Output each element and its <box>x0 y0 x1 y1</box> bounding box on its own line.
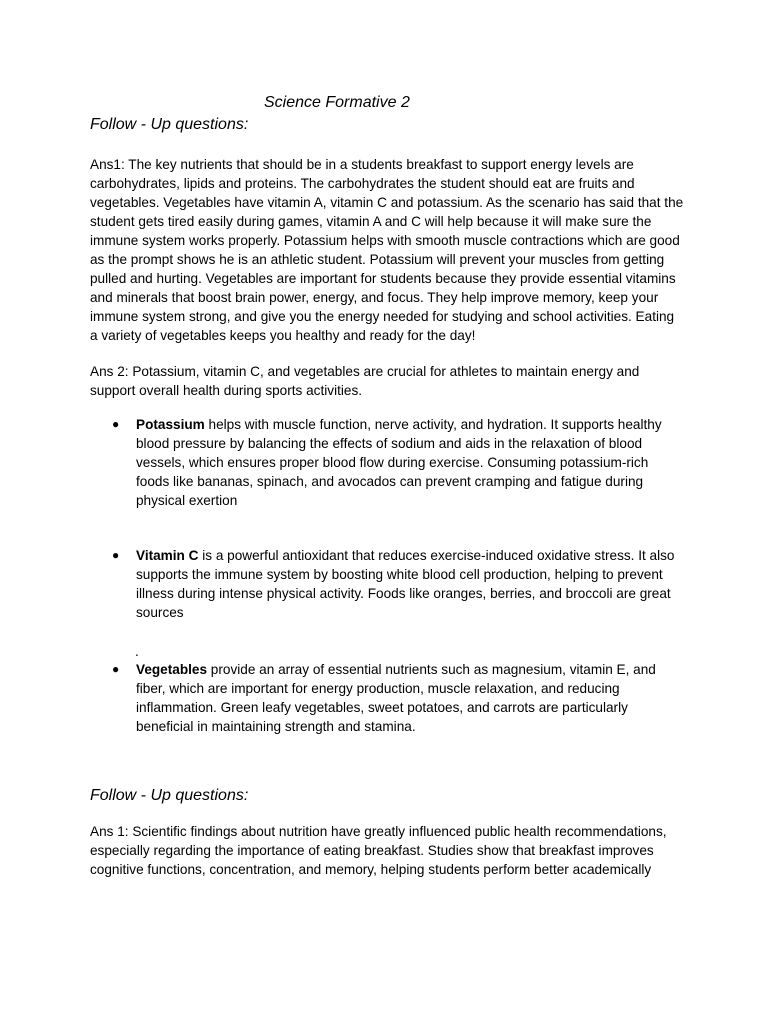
answer-1-section-2-paragraph: Ans 1: Scientific findings about nutrition have greatly influenced public health recommendations, especially regarding the importance of eating breakfast. Studies show that breakfast improves cognitive functions, concentration, and memory, helping students perform better academically <box>90 824 667 877</box>
answer-2-intro-paragraph: Ans 2: Potassium, vitamin C, and vegetables are crucial for athletes to maintain energy and support overall health during sports activities. <box>90 364 640 398</box>
bullet-text: provide an array of essential nutrients such as magnesium, vitamin E, and fiber, which are important for energy production, muscle relaxation, and reducing inflammation. Green leafy vegetables, sweet potatoes, and carrots are particularly beneficial in maintaining strength and stamina. <box>136 662 656 734</box>
bullet-body <box>136 546 684 622</box>
bullet-term: Potassium <box>136 417 205 432</box>
bullet-text: helps with muscle function, nerve activity, and hydration. It supports healthy blood pressure by balancing the effects of sodium and aids in the relaxation of blood vessels, which ensures proper blood flow during exercise. Consuming potassium-rich foods like bananas, spinach, and avocados can prevent cramping and fatigue during physical exertion <box>136 417 662 508</box>
bullet-body <box>136 415 684 510</box>
bullet-dot-icon: ● <box>112 548 120 562</box>
stray-period: . <box>135 644 139 659</box>
bullet-dot-icon: ● <box>112 417 120 431</box>
section-heading-2: Follow - Up questions: <box>90 787 249 804</box>
bullet-body <box>136 660 684 736</box>
bullet-dot-icon: ● <box>112 662 120 676</box>
bullet-term: Vitamin C <box>136 548 199 563</box>
section-heading-1: Follow - Up questions: <box>90 116 249 133</box>
document-title: Science Formative 2 <box>264 94 410 111</box>
bullet-text: is a powerful antioxidant that reduces exercise-induced oxidative stress. It also supports the immune system by boosting white blood cell production, helping to prevent illness during intense physical activity. Foods like oranges, berries, and broccoli are great sources <box>136 548 675 620</box>
answer-1-paragraph: Ans1: The key nutrients that should be in a students breakfast to support energy levels are carbohydrates, lipids and proteins. The carbohydrates the student should eat are fruits and vegetables. Vegetables have vitamin A, vitamin C and potassium. As the scenario has said that the student gets tired easily during games, vitamin A and C will help because it will make sure the immune system works properly. Potassium helps with smooth muscle contractions which are good as the prompt shows he is an athletic student. Potassium will prevent your muscles from getting pulled and hurting. Vegetables are important for students because they provide essential vitamins and minerals that boost brain power, energy, and focus. They help improve memory, keep your immune system strong, and give you the energy needed for studying and school activities. Eating a variety of vegetables keeps you healthy and ready for the day! <box>90 157 684 343</box>
bullet-term: Vegetables <box>136 662 208 677</box>
